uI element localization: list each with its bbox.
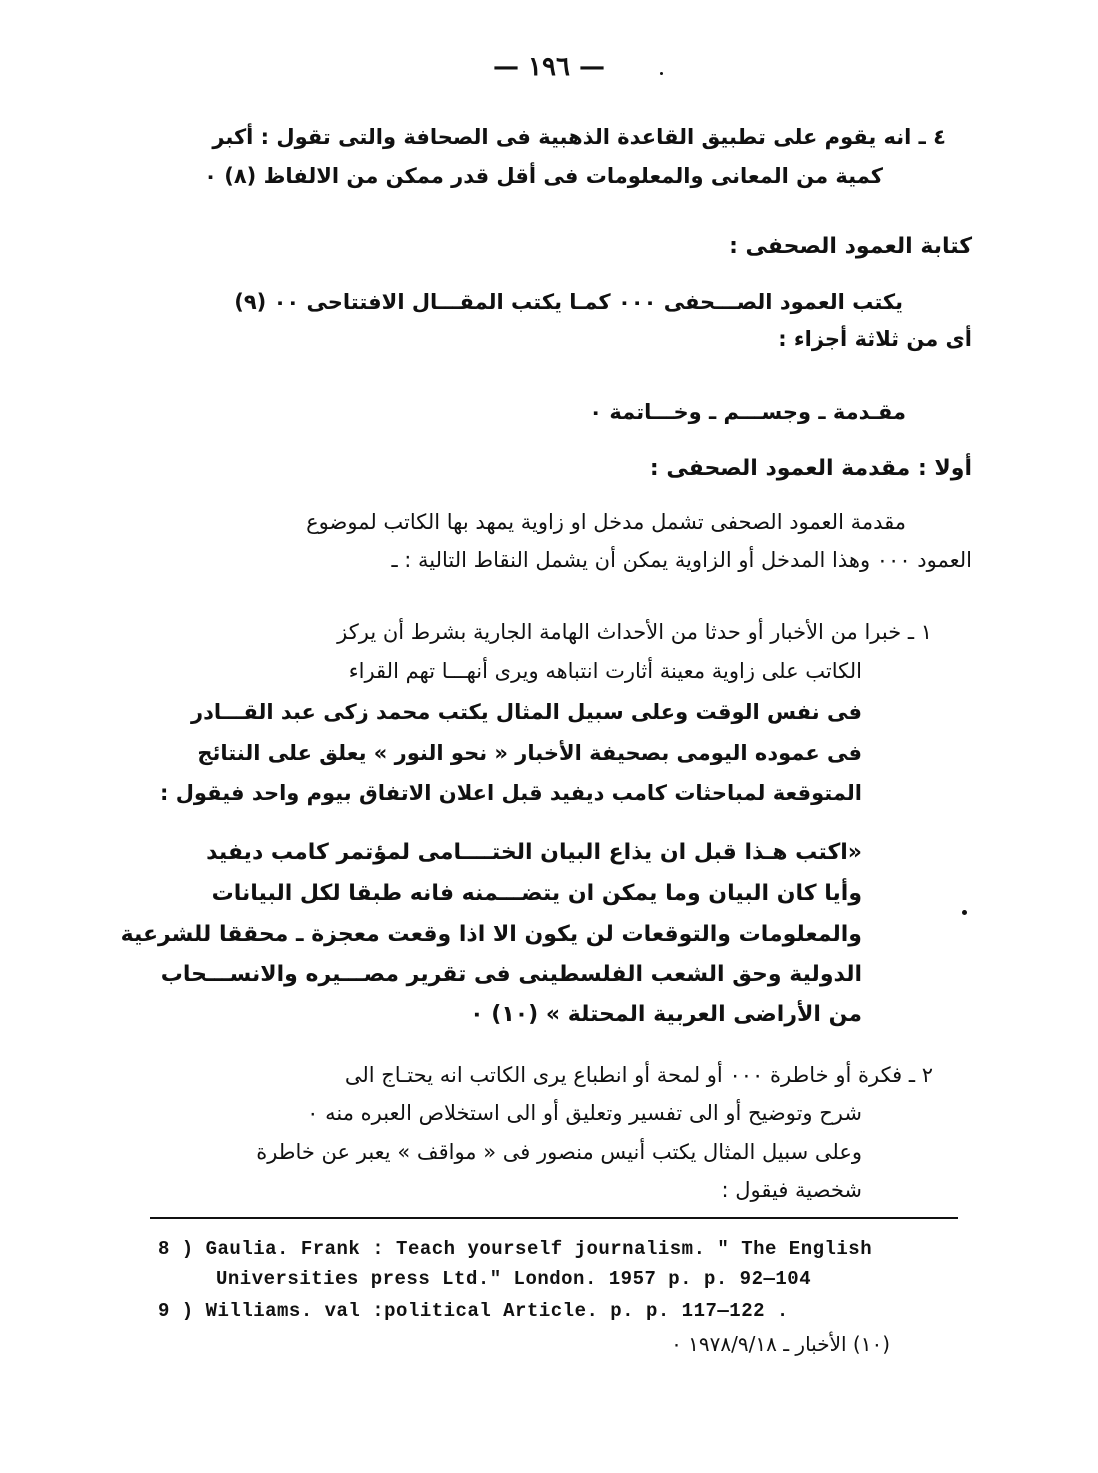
quote-line-2: وأيا كان البيان وما يمكن ان يتضـــمنه فانه طبقا لكل البيانات [211,881,862,906]
item-4-line-2: كمية من المعانى والمعلومات فى أقل قدر ممكن من الالفاظ (٨) ٠ [204,164,883,188]
item-1-line-4: فى عموده اليومى بصحيفة الأخبار « نحو النور » يعلق على النتائج [197,741,862,765]
intro-line-1: يكتب العمود الصـــحفى ٠٠٠ كمـا يكتب المقـــال الافتتاحى ٠٠ (٩) [234,290,903,314]
scan-speck [962,910,967,915]
item-1-line-2: الكاتب على زاوية معينة أثارت انتباهه ويرى أنهـــا تهم القراء [348,659,862,683]
item-2-line-4: شخصية فيقول : [721,1178,862,1202]
footnote-8-line-1: 8 ) Gaulia. Frank : Teach yourself journalism. " The English [158,1238,873,1260]
intro2-line-1: مقدمة العمود الصحفى تشمل مدخل او زاوية يمهد بها الكاتب لموضوع [306,510,906,534]
item-1-line-3: فى نفس الوقت وعلى سبيل المثال يكتب محمد زكى عبد القـــادر [191,700,862,724]
item-2-line-1: ٢ ـ فكرة أو خاطرة ٠٠٠ أو لمحة أو انطباع يرى الكاتب انه يحتـاج الى [344,1063,933,1087]
footnote-9: 9 ) Williams. val :political Article. p. p. 117—122 . [158,1300,789,1322]
item-4-line-1: ٤ ـ انه يقوم على تطبيق القاعدة الذهبية فى الصحافة والتى تقول : أكبر [212,125,946,149]
item-1-line-5: المتوقعة لمباحثات كامب ديفيد قبل اعلان الاتفاق بيوم واحد فيقول : [159,781,862,805]
footnote-8-line-2: Universities press Ltd." London. 1957 p. p. 92—104 [216,1268,812,1290]
footnote-10: (١٠) الأخبار ـ ١٩٧٨/٩/١٨ ٠ [671,1332,890,1356]
footnote-divider [150,1217,958,1219]
item-2-line-3: وعلى سبيل المثال يكتب أنيس منصور فى « مواقف » يعبر عن خاطرة [256,1140,862,1164]
page-number: — ١٩٦ — [492,52,606,82]
item-1-line-1: ١ ـ خبرا من الأخبار أو حدثا من الأحداث الهامة الجارية بشرط أن يركز [337,620,932,644]
quote-line-5: من الأراضى العربية المحتلة » (١٠) ٠ [470,1002,862,1027]
item-2-line-2: شرح وتوضيح أو الى تفسير وتعليق أو الى استخلاص العبره منه ٠ [307,1101,862,1125]
subheading-introduction: أولا : مقدمة العمود الصحفى : [649,456,972,481]
quote-line-3: والمعلومات والتوقعات لن يكون الا اذا وقعت معجزة ـ محققا للشرعية [120,922,862,947]
quote-line-4: الدولية وحق الشعب الفلسطينى فى تقرير مصـــيره والانســـحاب [160,962,862,987]
quote-line-1: «اكتب هـذا قبل ان يذاع البيان الختــــامى لمؤتمر كامب ديفيد [206,840,862,865]
intro2-line-2: العمود ٠٠٠ وهذا المدخل أو الزاوية يمكن أن يشمل النقاط التالية : ـ [391,548,972,572]
section-heading-column: كتابة العمود الصحفى : [729,234,972,259]
parts-line: مقـدمة ـ وجســـم ـ وخـــاتمة ٠ [589,400,906,424]
intro-line-2: أى من ثلاثة أجزاء : [778,327,972,351]
